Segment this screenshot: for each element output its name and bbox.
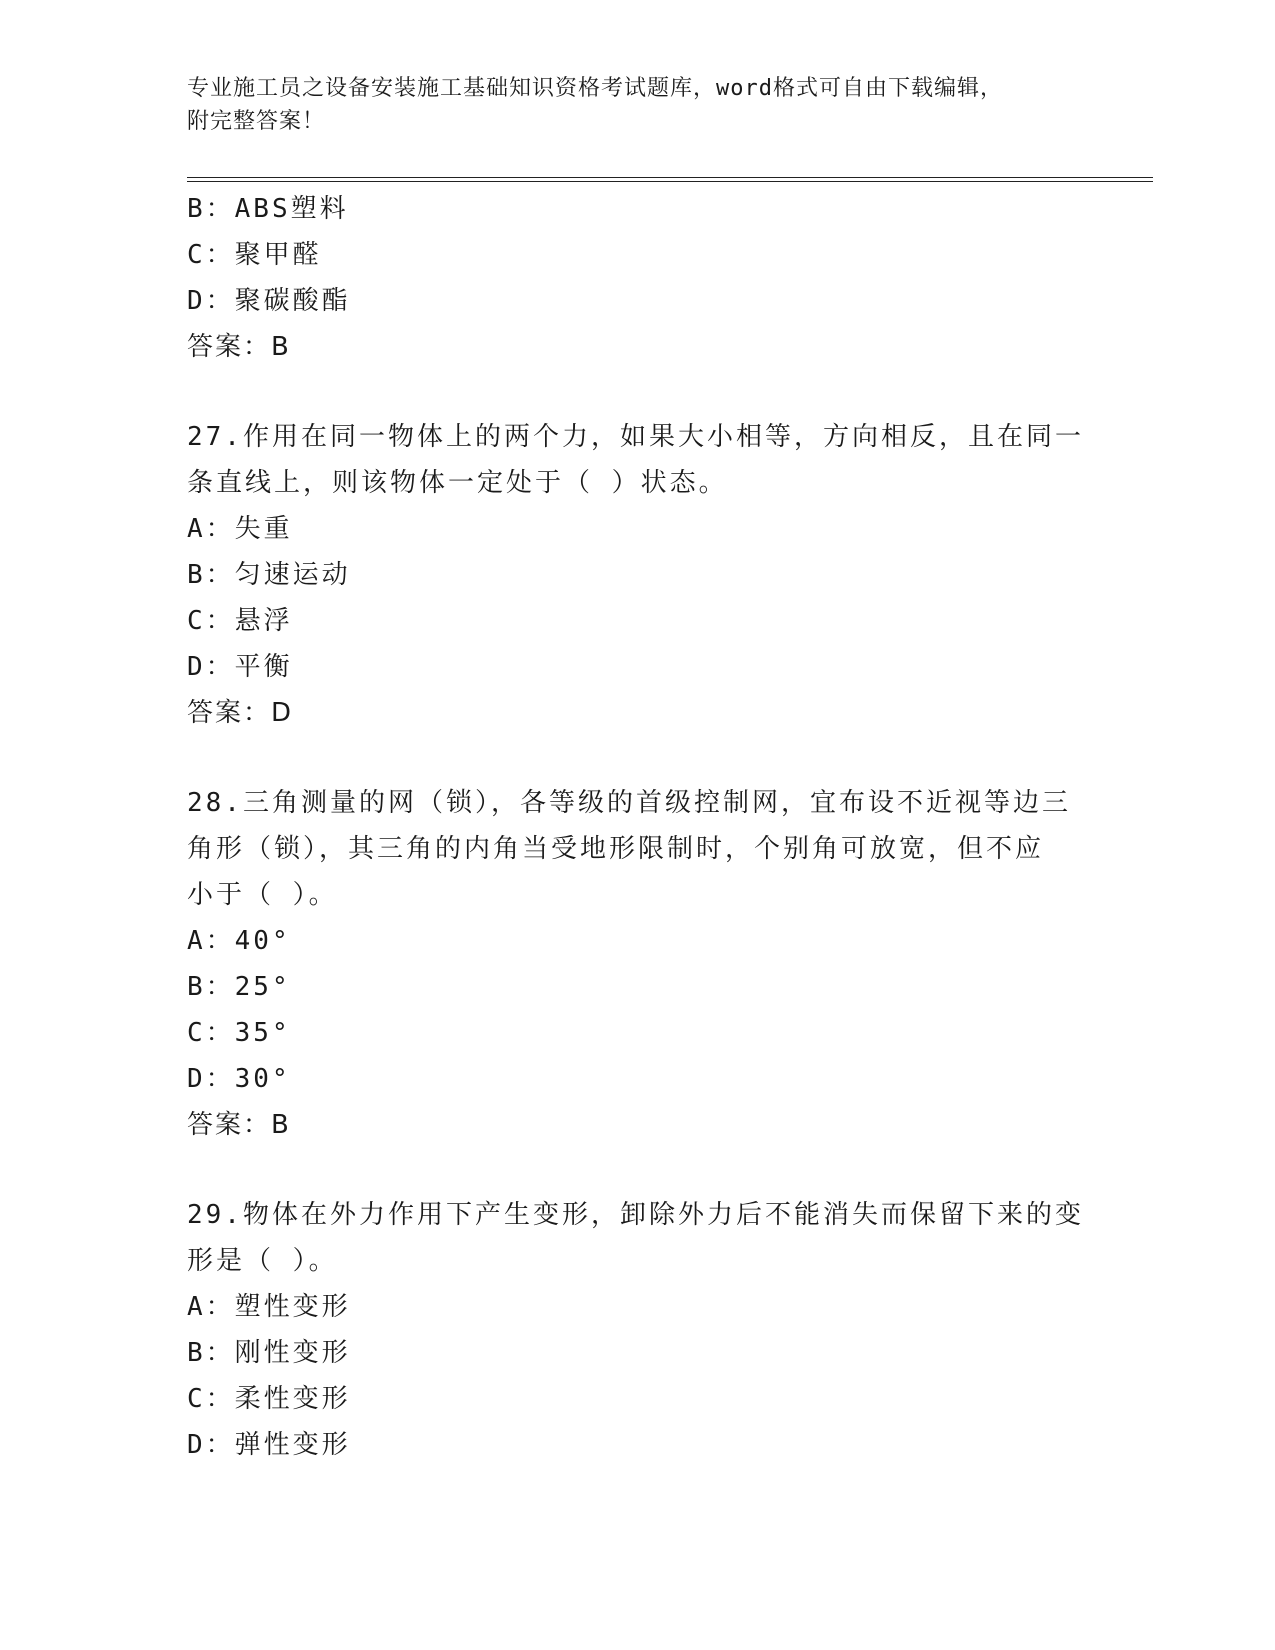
option-c: C：悬浮 — [187, 606, 293, 636]
option-c: C：柔性变形 — [187, 1384, 351, 1414]
option-b: B：刚性变形 — [187, 1338, 351, 1368]
option-d: D：弹性变形 — [187, 1430, 351, 1460]
question-stem-line: 小于（ ）。 — [187, 880, 338, 910]
header-line-2: 附完整答案！ — [187, 109, 326, 134]
document-header — [187, 72, 1087, 138]
answer: 答案：B — [187, 1110, 291, 1140]
option-a: A：塑性变形 — [187, 1292, 351, 1322]
option-b: B：匀速运动 — [187, 560, 351, 590]
question-28 — [187, 780, 1087, 1148]
question-stem-line: 形是（ ）。 — [187, 1246, 338, 1276]
option-d: D：平衡 — [187, 652, 293, 682]
question-stem-line: 29.物体在外力作用下产生变形，卸除外力后不能消失而保留下来的变 — [187, 1200, 1084, 1230]
option-c: C：35° — [187, 1018, 291, 1048]
option-b: B：25° — [187, 972, 291, 1002]
question-stem-line: 28.三角测量的网（锁），各等级的首级控制网，宜布设不近视等边三 — [187, 788, 1071, 818]
header-line-1: 专业施工员之设备安装施工基础知识资格考试题库，word格式可自由下载编辑， — [187, 76, 1003, 101]
question-stem-line: 27.作用在同一物体上的两个力，如果大小相等，方向相反，且在同一 — [187, 422, 1084, 452]
option-a: A：40° — [187, 926, 291, 956]
question-27 — [187, 414, 1087, 736]
option-b: B：ABS塑料 — [187, 194, 349, 224]
option-d: D：聚碳酸酯 — [187, 286, 351, 316]
option-c: C：聚甲醛 — [187, 240, 322, 270]
answer: 答案：B — [187, 332, 291, 362]
question-stem-line: 条直线上，则该物体一定处于（ ）状态。 — [187, 468, 728, 498]
answer: 答案：D — [187, 698, 294, 728]
option-a: A：失重 — [187, 514, 293, 544]
question-26-tail — [187, 186, 1087, 370]
question-stem-line: 角形（锁），其三角的内角当受地形限制时，个别角可放宽，但不应 — [187, 834, 1045, 864]
question-list — [187, 186, 1087, 1468]
option-d: D：30° — [187, 1064, 291, 1094]
header-divider — [187, 177, 1153, 182]
question-29 — [187, 1192, 1087, 1468]
